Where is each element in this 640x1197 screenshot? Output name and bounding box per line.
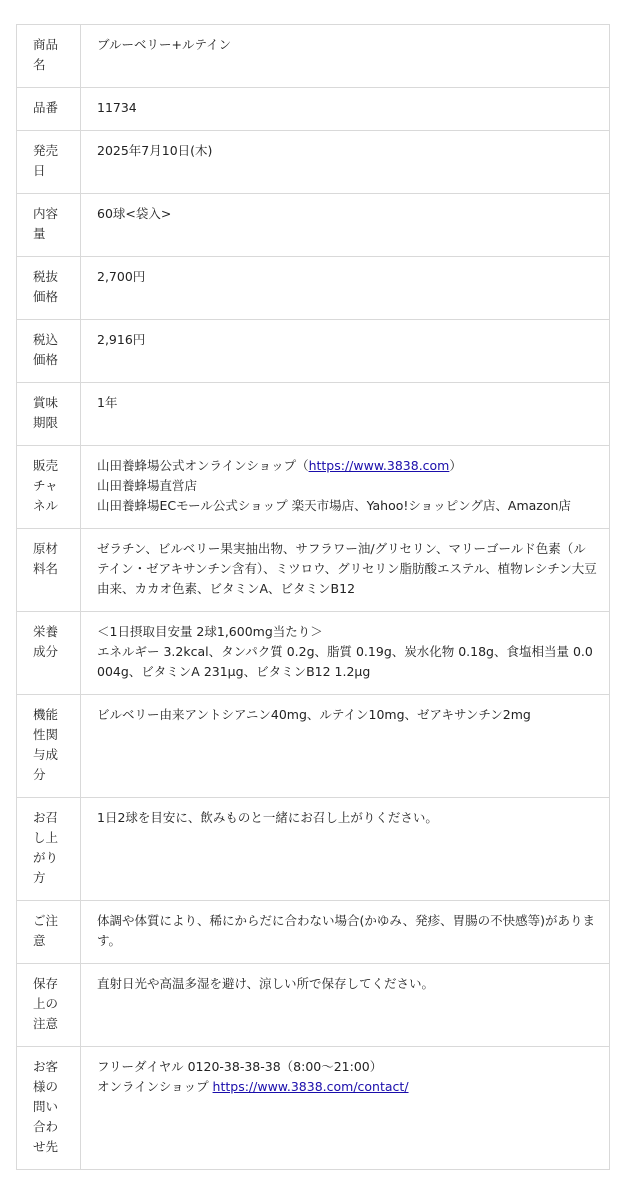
row-product-name (17, 25, 610, 88)
label-functional-ingredients: 機能性関与成分 (17, 695, 81, 798)
value-price-incl-tax: 2,916円 (81, 320, 610, 383)
value-caution: 体調や体質により、稀にからだに合わない場合(かゆみ、発疹、胃腸の不快感等)があります。 (81, 901, 610, 964)
row-item-number (17, 88, 610, 131)
label-storage: 保存上の注意 (17, 964, 81, 1047)
row-release-date (17, 131, 610, 194)
contact-link[interactable]: https://www.3838.com/contact/ (212, 1079, 409, 1094)
row-price-incl-tax (17, 320, 610, 383)
value-ingredients: ゼラチン、ビルベリー果実抽出物、サフラワー油/グリセリン、マリーゴールド色素（ルテイン・ゼアキサンチン含有）、ミツロウ、グリセリン脂肪酸エステル、植物レシチン大豆由来、カカオ色素、ビタミンA、ビタミンB12 (81, 529, 610, 612)
row-sales-channel (17, 446, 610, 529)
row-contact (17, 1047, 610, 1170)
value-contents: 60球<袋入> (81, 194, 610, 257)
row-ingredients (17, 529, 610, 612)
row-contents (17, 194, 610, 257)
label-price-excl-tax: 税抜価格 (17, 257, 81, 320)
product-spec-table (16, 24, 610, 1170)
row-best-before (17, 383, 610, 446)
official-shop-link[interactable]: https://www.3838.com (308, 458, 450, 473)
label-contents: 内容量 (17, 194, 81, 257)
label-best-before: 賞味期限 (17, 383, 81, 446)
label-contact: お客様の問い合わせ先 (17, 1047, 81, 1170)
value-storage: 直射日光や高温多湿を避け、涼しい所で保存してください。 (81, 964, 610, 1047)
label-nutrition: 栄養成分 (17, 612, 81, 695)
label-price-incl-tax: 税込価格 (17, 320, 81, 383)
value-best-before: 1年 (81, 383, 610, 446)
row-price-excl-tax (17, 257, 610, 320)
row-nutrition (17, 612, 610, 695)
value-functional-ingredients: ビルベリー由来アントシアニン40mg、ルテイン10mg、ゼアキサンチン2mg (81, 695, 610, 798)
value-release-date: 2025年7月10日(木) (81, 131, 610, 194)
label-ingredients: 原材料名 (17, 529, 81, 612)
value-contact: フリーダイヤル 0120-38-38-38（8:00～21:00） オンラインショップ https://www.3838.com/contact/ (81, 1047, 610, 1170)
value-item-number: 11734 (81, 88, 610, 131)
value-how-to-take: 1日2球を目安に、飲みものと一緒にお召し上がりください。 (81, 798, 610, 901)
value-nutrition: ＜1日摂取目安量 2球1,600mg当たり＞ エネルギー 3.2kcal、タンパク質 0.2g、脂質 0.19g、炭水化物 0.18g、食塩相当量 0.0004g、ビタミンA 231μg、ビタミンB12 1.2μg (81, 612, 610, 695)
label-sales-channel: 販売チャネル (17, 446, 81, 529)
label-product-name: 商品名 (17, 25, 81, 88)
row-storage (17, 964, 610, 1047)
value-price-excl-tax: 2,700円 (81, 257, 610, 320)
label-item-number: 品番 (17, 88, 81, 131)
row-how-to-take (17, 798, 610, 901)
row-functional-ingredients (17, 695, 610, 798)
label-how-to-take: お召し上がり方 (17, 798, 81, 901)
value-sales-channel: 山田養蜂場公式オンラインショップ（https://www.3838.com） 山田養蜂場直営店 山田養蜂場ECモール公式ショップ 楽天市場店、Yahoo!ショッピング店、Amazon店 (81, 446, 610, 529)
value-product-name: ブルーベリー+ルテイン (81, 25, 610, 88)
label-release-date: 発売日 (17, 131, 81, 194)
label-caution: ご注意 (17, 901, 81, 964)
row-caution (17, 901, 610, 964)
